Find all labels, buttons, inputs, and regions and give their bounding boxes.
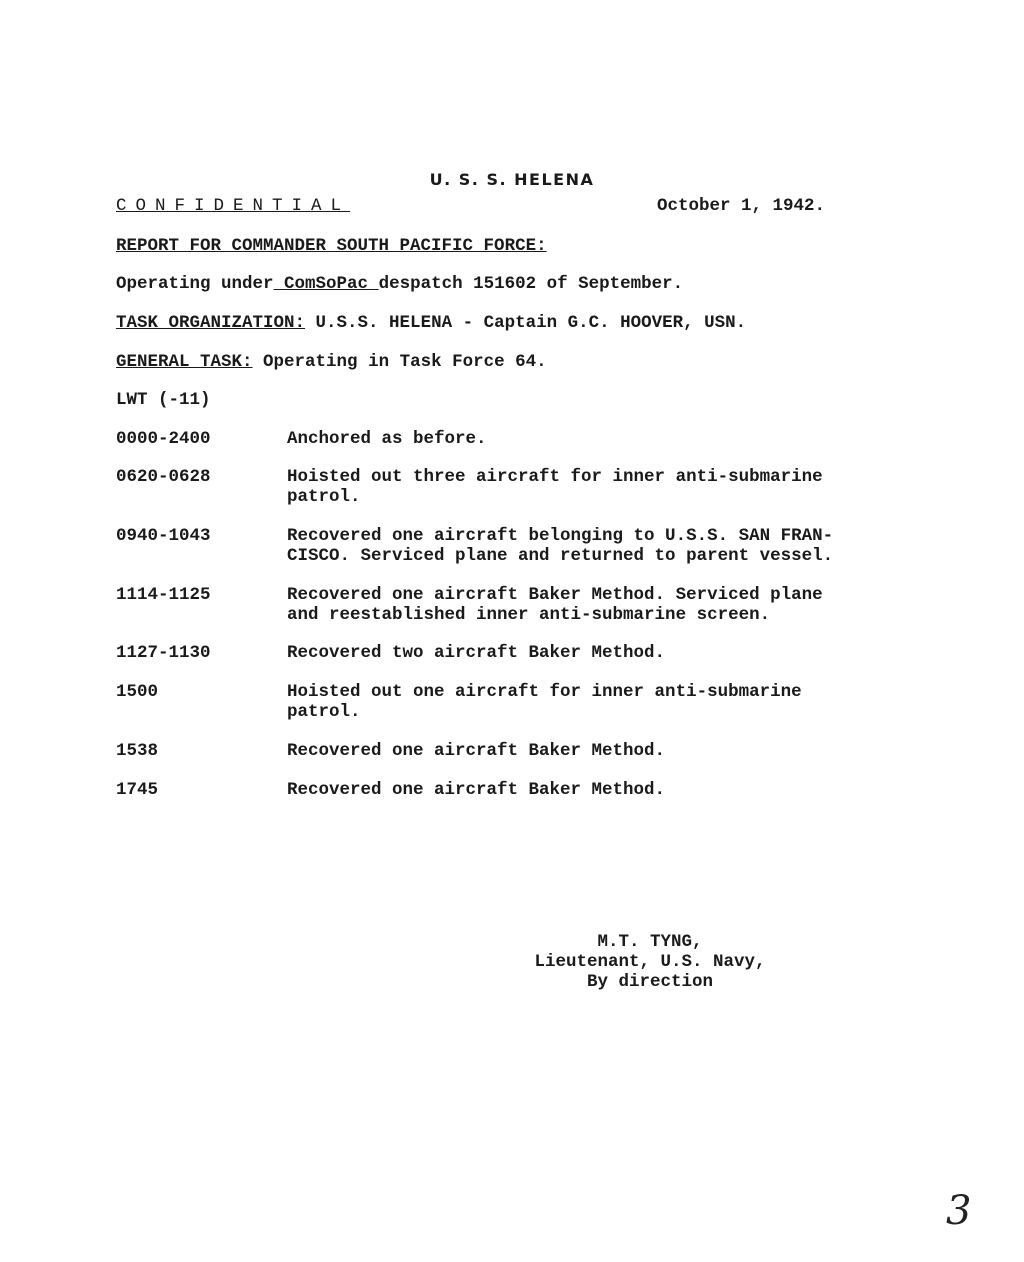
log-entry-line: patrol. xyxy=(287,487,361,507)
operating-suffix: despatch 151602 of September. xyxy=(378,274,684,294)
log-entry-description xyxy=(287,780,927,800)
log-entry-time: 1745 xyxy=(116,780,159,800)
log-entry-line: Anchored as before. xyxy=(287,429,487,449)
log-entry-line: Recovered one aircraft Baker Method. xyxy=(287,780,666,800)
log-entry-time: 1114-1125 xyxy=(116,585,211,605)
log-entry-line: Recovered two aircraft Baker Method. xyxy=(287,643,666,663)
ship-name-heading: U. S. S. HELENA xyxy=(429,170,595,189)
signature-block xyxy=(480,932,820,992)
log-entry-time: 1127-1130 xyxy=(116,643,211,663)
despatch-ref: ComSoPac xyxy=(284,274,369,294)
signatory-name: M.T. TYNG, xyxy=(597,932,703,952)
signatory-rank: Lieutenant, U.S. Navy, xyxy=(534,952,766,972)
log-entry-time: 0940-1043 xyxy=(116,526,211,546)
log-entry-line: Recovered one aircraft belonging to U.S.S. SAN FRAN- xyxy=(287,526,834,546)
log-entry-line: Recovered one aircraft Baker Method. Serviced plane xyxy=(287,585,823,605)
log-entry-time: 0620-0628 xyxy=(116,467,211,487)
general-task-label: GENERAL TASK: xyxy=(116,352,253,372)
log-entry-description xyxy=(287,429,927,449)
operating-prefix: Operating under xyxy=(116,274,274,294)
log-entry-time: 1538 xyxy=(116,741,159,761)
log-entry-line: Recovered one aircraft Baker Method. xyxy=(287,741,666,761)
task-organization-line xyxy=(116,313,746,333)
log-entry-description xyxy=(287,643,927,663)
log-entry-time: 1500 xyxy=(116,682,159,702)
general-task-text: Operating in Task Force 64. xyxy=(263,352,547,372)
page-number: 3 xyxy=(946,1188,972,1234)
log-entry-description xyxy=(287,682,927,722)
operating-line xyxy=(116,274,683,294)
log-entry-description xyxy=(287,467,927,507)
task-organization-label: TASK ORGANIZATION: xyxy=(116,313,306,333)
general-task-line xyxy=(116,352,547,372)
report-date: October 1, 1942. xyxy=(657,196,826,216)
time-zone-label: LWT (-11) xyxy=(116,390,211,410)
classification-marking: CONFIDENTIAL xyxy=(116,196,351,216)
log-entry-line: Hoisted out three aircraft for inner anti-submarine xyxy=(287,467,823,487)
log-entry-line: and reestablished inner anti-submarine screen. xyxy=(287,605,771,625)
signatory-authority: By direction xyxy=(586,972,714,992)
task-organization-text: U.S.S. HELENA - Captain G.C. HOOVER, USN. xyxy=(315,313,747,333)
log-entry-description xyxy=(287,526,927,566)
log-entry-line: patrol. xyxy=(287,702,361,722)
log-entry-description xyxy=(287,585,927,625)
log-entry-description xyxy=(287,741,927,761)
log-entry-line: CISCO. Serviced plane and returned to parent vessel. xyxy=(287,546,834,566)
report-for-heading: REPORT FOR COMMANDER SOUTH PACIFIC FORCE: xyxy=(116,236,547,256)
log-entry-time: 0000-2400 xyxy=(116,429,211,449)
log-entry-line: Hoisted out one aircraft for inner anti-submarine xyxy=(287,682,802,702)
